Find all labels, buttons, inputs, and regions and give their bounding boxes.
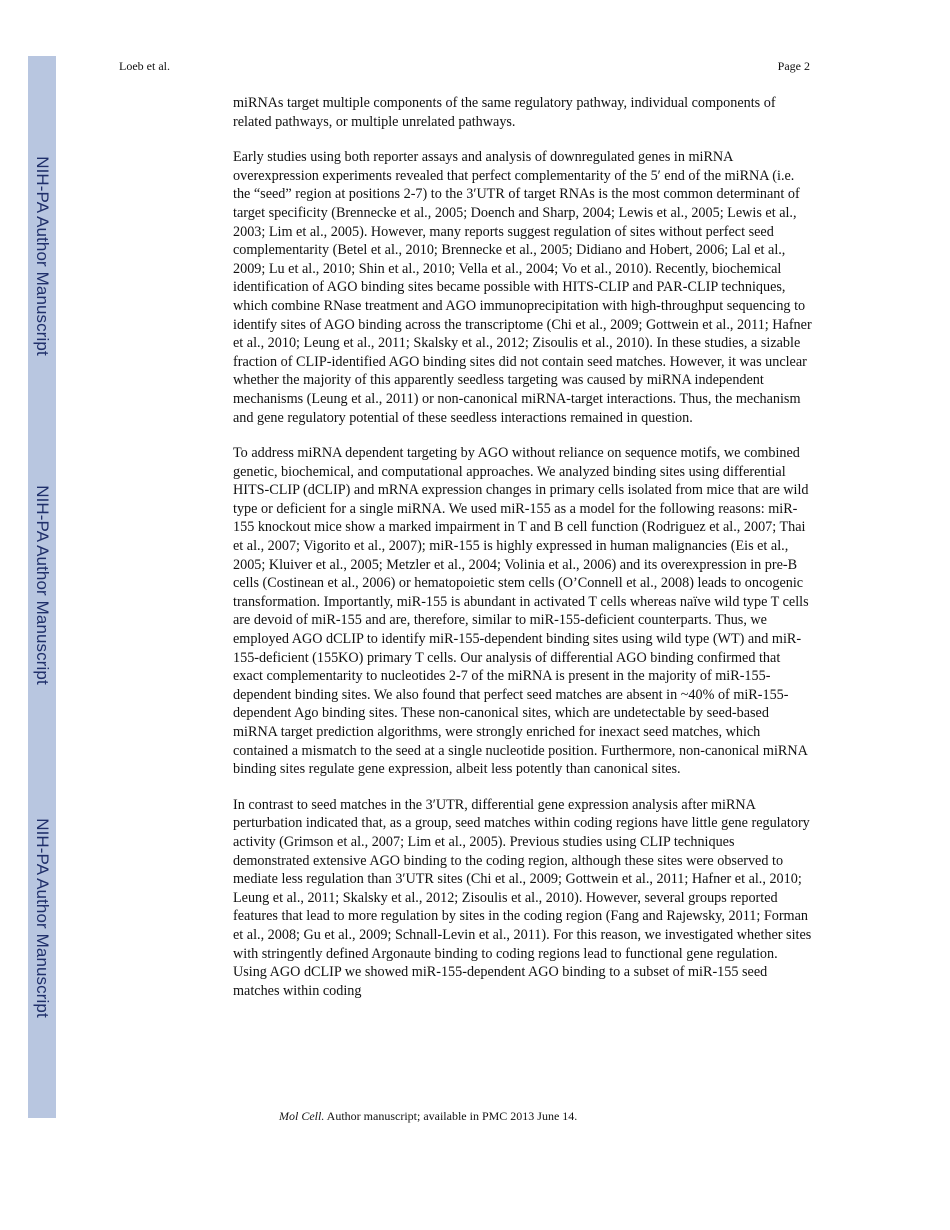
running-head-author: Loeb et al. <box>119 59 170 73</box>
sidebar-label: NIH-PA Author Manuscript <box>33 485 52 685</box>
body-paragraph: In contrast to seed matches in the 3′UTR, differential gene expression analysis after miRNA perturbation indicated that, as a group, seed matches within coding regions have little gene regulatory activity (Grimson et al., 2007; Lim et al., 2005). Previous studies using CLIP techniques demonstrated extensive AGO binding to the coding region, although these sites were observed to mediate less regulation than 3′UTR sites (Chi et al., 2009; Gottwein et al., 2011; Hafner et al., 2010; Leung et al., 2011; Skalsky et al., 2012; Zisoulis et al., 2010). However, several groups reported features that lead to more regulation by sites in the coding region (Fang and Rajewsky, 2011; Forman et al., 2008; Gu et al., 2009; Schnall-Levin et al., 2011). For this reason, we investigated whether sites with stringently defined Argonaute binding to coding regions lead to functional gene regulation. Using AGO dCLIP we showed miR-155-dependent AGO binding to a subset of miR-155 seed matches within coding <box>233 796 812 999</box>
body-paragraph: To address miRNA dependent targeting by AGO without reliance on sequence motifs, we combined genetic, biochemical, and computational approaches. We analyzed binding sites using differential HITS-CLIP (dCLIP) and mRNA expression changes in primary cells isolated from mice that are wild type or deficient for a single miRNA. We used miR-155 as a model for the following reasons: miR-155 knockout mice show a marked impairment in T and B cell function (Rodriguez et al., 2007; Thai et al., 2007; Vigorito et al., 2007); miR-155 is highly expressed in human malignancies (Eis et al., 2005; Kluiver et al., 2005; Metzler et al., 2004; Volinia et al., 2006) and its overexpression in pre-B cells (Costinean et al., 2006) or hematopoietic stem cells (O’Connell et al., 2008) leads to oncogenic transformation. Importantly, miR-155 is abundant in activated T cells whereas naïve wild type T cells are devoid of miR-155 and are, therefore, similar to miR-155-deficient counterparts. Thus, we employed AGO dCLIP to identify miR-155-dependent binding sites using wild type (WT) and miR-155-deficient (155KO) primary T cells. Our analysis of differential AGO binding confirmed that exact complementarity to nucleotides 2-7 of the miRNA is present in the majority of miR-155-dependent binding sites. We also found that perfect seed matches are absent in ~40% of miR-155-dependent Ago binding sites. These non-canonical sites, which are undetectable by seed-based miRNA target prediction algorithms, were strongly enriched for inexact seed matches, which contained a mismatch to the seed at a single nucleotide position. Furthermore, non-canonical miRNA binding sites regulate gene expression, albeit less potently than canonical sites. <box>233 445 809 778</box>
sidebar-label: NIH-PA Author Manuscript <box>33 156 52 356</box>
body-paragraph: miRNAs target multiple components of the same regulatory pathway, individual components of related pathways, or multiple unrelated pathways. <box>233 95 776 130</box>
page-number: Page 2 <box>777 59 810 73</box>
page-footer <box>279 1109 577 1124</box>
sidebar-label: NIH-PA Author Manuscript <box>33 818 52 1018</box>
body-paragraph: Early studies using both reporter assays and analysis of downregulated genes in miRNA overexpression experiments revealed that perfect complementarity of the 5′ end of the miRNA (i.e. the “seed” region at positions 2-7) to the 3′UTR of target RNAs is the most common determinant of target specificity (Brennecke et al., 2005; Doench and Sharp, 2004; Lewis et al., 2005; Lewis et al., 2003; Lim et al., 2005). However, many reports suggest regulation of sites without perfect seed complementarity (Betel et al., 2010; Brennecke et al., 2005; Didiano and Hobert, 2006; Lal et al., 2009; Lu et al., 2010; Shin et al., 2010; Vella et al., 2004; Vo et al., 2010). Recently, biochemical identification of AGO binding sites became possible with HITS-CLIP and PAR-CLIP techniques, which combine RNase treatment and AGO immunoprecipitation with high-throughput sequencing to identify sites of AGO binding across the transcriptome (Chi et al., 2009; Gottwein et al., 2011; Hafner et al., 2010; Leung et al., 2011; Skalsky et al., 2012; Zisoulis et al., 2010). In these studies, a sizable fraction of CLIP-identified AGO binding sites did not contain seed matches. However, it was unclear whether the majority of this apparently seedless targeting was caused by miRNA independent mechanisms (Leung et al., 2011) or non-canonical miRNA-target interactions. Thus, the mechanism and gene regulatory potential of these seedless interactions remained in question. <box>233 149 812 426</box>
journal-name: Mol Cell. <box>279 1109 325 1123</box>
footer-note: Author manuscript; available in PMC 2013 June 14. <box>324 1109 578 1123</box>
article-body <box>233 94 813 1017</box>
